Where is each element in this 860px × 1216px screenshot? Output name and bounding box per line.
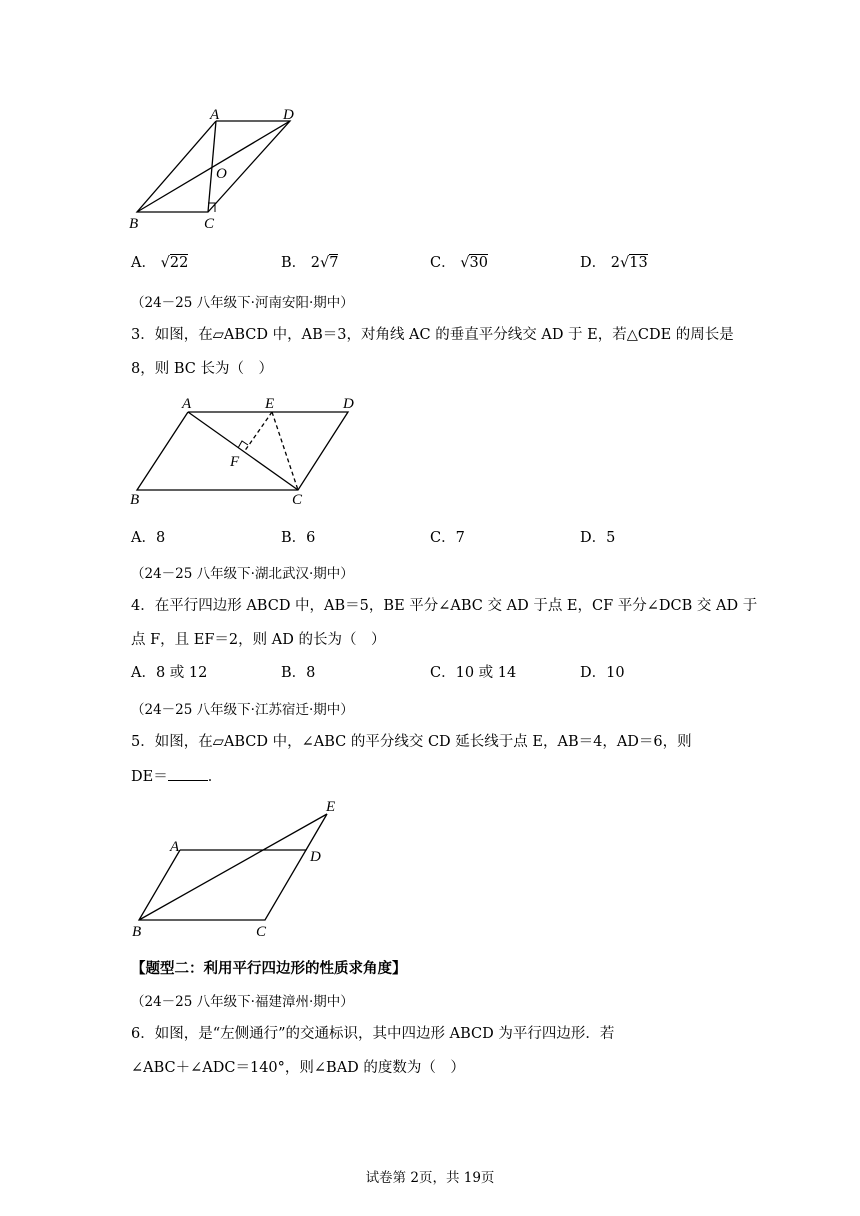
page-footer: 试卷第 2页，共 19页 xyxy=(365,1170,495,1186)
label-c: C xyxy=(292,492,303,508)
q3-option-c[interactable]: C．7 xyxy=(430,530,465,546)
q6-text-line2: ∠ABC＋∠ADC＝140°，则∠BAD 的度数为（ ） xyxy=(131,1060,465,1076)
label-b: B xyxy=(132,924,142,940)
label-d: D xyxy=(310,849,321,865)
q4-option-c[interactable]: C．10 或 14 xyxy=(430,665,517,681)
q5-answer-blank[interactable] xyxy=(168,766,208,781)
figure-parallelogram-extended-e xyxy=(120,795,360,945)
label-a: A xyxy=(170,839,180,855)
q4-option-a[interactable]: A．8 或 12 xyxy=(131,665,208,681)
label-c: C xyxy=(204,216,215,232)
q5-text-line1: 5．如图，在▱ABCD 中，∠ABC 的平分线交 CD 延长线于点 E，AB＝4，AD＝6，则 xyxy=(131,734,692,750)
q2-option-c[interactable]: C． √30 xyxy=(430,255,488,271)
section-title-type2: 【题型二：利用平行四边形的性质求角度】 xyxy=(131,960,407,977)
q3-text-line1: 3．如图，在▱ABCD 中，AB＝3，对角线 AC 的垂直平分线交 AD 于 E，若△CDE 的周长是 xyxy=(131,327,734,343)
q5-text-line2 xyxy=(131,766,222,787)
label-f: F xyxy=(230,454,240,470)
q5-line2-suffix: ． xyxy=(207,769,223,785)
q2-option-d[interactable]: D． 2√13 xyxy=(580,255,648,271)
label-d: D xyxy=(343,396,354,412)
label-e: E xyxy=(326,799,336,815)
label-a: A xyxy=(210,107,220,123)
q3-source: （24－25 八年级下·河南安阳·期中） xyxy=(131,295,354,311)
q2-option-b[interactable]: B． 2√7 xyxy=(281,255,339,271)
q4-text-line2: 点 F，且 EF＝2，则 AD 的长为（ ） xyxy=(131,632,386,648)
q5-source: （24－25 八年级下·江苏宿迁·期中） xyxy=(131,702,354,718)
q6-source: （24－25 八年级下·福建漳州·期中） xyxy=(131,994,354,1010)
q4-option-d[interactable]: D．10 xyxy=(580,665,625,681)
label-b: B xyxy=(130,492,140,508)
q4-source: （24－25 八年级下·湖北武汉·期中） xyxy=(131,566,354,582)
label-b: B xyxy=(129,216,139,232)
q5-line2-prefix: DE＝ xyxy=(131,769,168,785)
q3-option-d[interactable]: D．5 xyxy=(580,530,616,546)
label-o: O xyxy=(216,166,227,182)
q4-text-line1: 4．在平行四边形 ABCD 中，AB＝5，BE 平分∠ABC 交 AD 于点 E，CF 平分∠DCB 交 AD 于 xyxy=(131,598,758,614)
q4-option-b[interactable]: B．8 xyxy=(281,665,316,681)
figure-parallelogram-aefc xyxy=(120,390,370,510)
q6-text-line1: 6．如图，是“左侧通行”的交通标识，其中四边形 ABCD 为平行四边形．若 xyxy=(131,1026,615,1042)
label-a: A xyxy=(182,396,192,412)
q3-option-b[interactable]: B．6 xyxy=(281,530,316,546)
label-d: D xyxy=(283,107,294,123)
label-c: C xyxy=(256,924,267,940)
q3-option-a[interactable]: A．8 xyxy=(131,530,166,546)
q3-text-line2: 8，则 BC 长为（ ） xyxy=(131,361,273,377)
figure-parallelogram-abcd-o xyxy=(120,104,310,234)
q2-option-a[interactable]: A． √22 xyxy=(131,255,189,271)
label-e: E xyxy=(265,396,275,412)
